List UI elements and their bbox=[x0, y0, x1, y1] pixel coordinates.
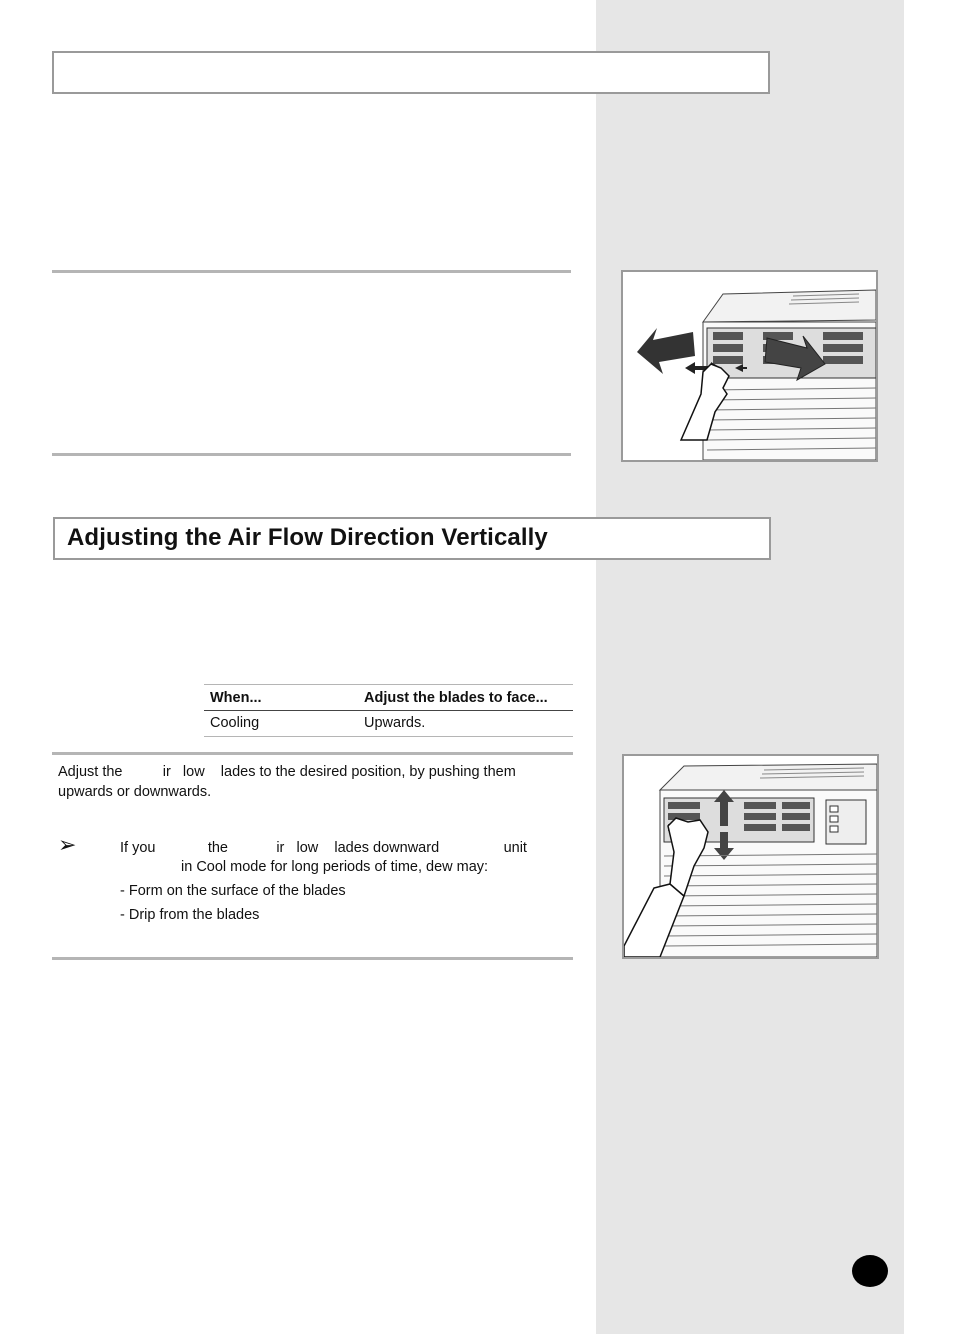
page-number-badge bbox=[852, 1255, 888, 1287]
instruction-line: upwards or downwards. bbox=[58, 784, 212, 800]
section-divider bbox=[52, 453, 571, 456]
section-divider bbox=[52, 957, 573, 960]
note-line: If you the ir low lades downward unit bbox=[120, 840, 527, 856]
horizontal-adjustment-illustration bbox=[621, 270, 878, 462]
section-title: Adjusting the Air Flow Direction Vertically bbox=[67, 524, 548, 551]
header-title-box bbox=[52, 51, 770, 94]
table-header-row bbox=[204, 685, 573, 711]
section-title-box bbox=[53, 517, 771, 560]
table-row bbox=[204, 711, 573, 737]
blade-direction-table bbox=[204, 684, 573, 737]
note-arrow-icon: ➢ bbox=[58, 832, 77, 857]
note-list-item: - Drip from the blades bbox=[120, 907, 260, 923]
table-header-cell: When... bbox=[204, 685, 358, 711]
table-cell: Cooling bbox=[204, 711, 358, 737]
vertical-adjustment-illustration bbox=[622, 754, 879, 959]
section-divider bbox=[52, 752, 573, 755]
sidebar-panel bbox=[596, 0, 904, 1334]
table-header-cell: Adjust the blades to face... bbox=[358, 685, 573, 711]
note-line: in Cool mode for long periods of time, dew may: bbox=[181, 859, 489, 875]
table-cell: Upwards. bbox=[358, 711, 573, 737]
note-list-item: - Form on the surface of the blades bbox=[120, 883, 346, 899]
instruction-line: Adjust the ir low lades to the desired position, by pushing them bbox=[58, 764, 516, 780]
section-divider bbox=[52, 270, 571, 273]
